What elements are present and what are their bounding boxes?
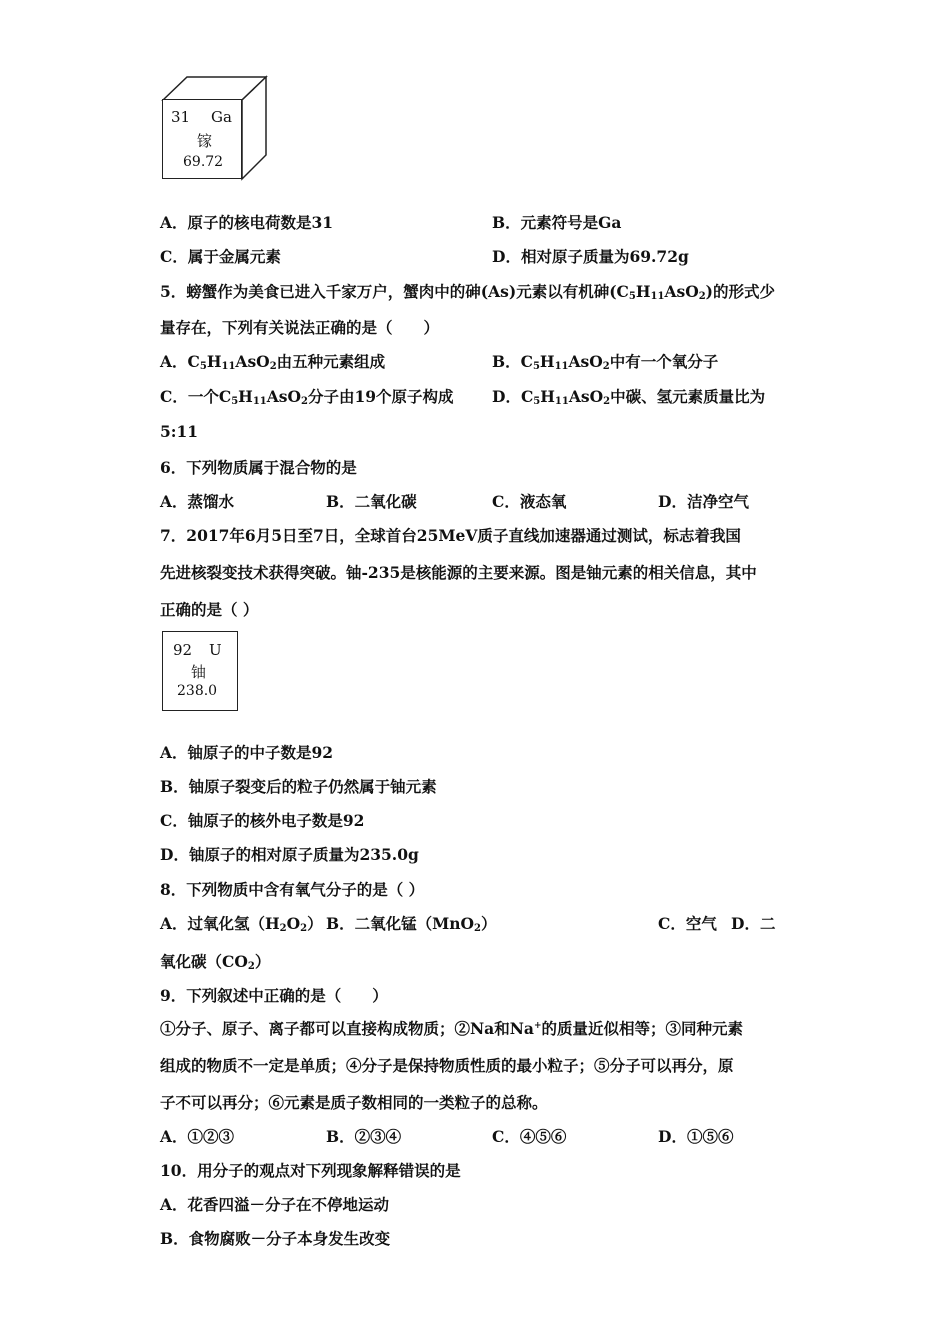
gallium-mass: 69.72 bbox=[183, 154, 224, 170]
q9-statement-line1: ①分子、原子、离子都可以直接构成物质；②Na和Na+的质量近似相等；③同种元素 bbox=[160, 1019, 743, 1038]
q4-option-d: D．相对原子质量为69.72g bbox=[492, 247, 689, 266]
q6-option-d: D．洁净空气 bbox=[658, 492, 749, 511]
q8-option-c: C．空气 bbox=[658, 914, 717, 933]
q8-option-d-continued: 氧化碳$(CO_2)$ bbox=[160, 952, 271, 972]
q7-stem-line2: 先进核裂变技术获得突破。铀-235是核能源的主要来源。图是铀元素的相关信息，其中 bbox=[160, 563, 757, 582]
q5-option-b: B．$C_5H_{11}AsO_2$中有一个氧分子 bbox=[492, 352, 719, 372]
q5-option-d: D．$C_5H_{11}AsO_2$中碳、氢元素质量比为 bbox=[492, 387, 766, 407]
q5-option-c: C．一个$C_5H_{11}AsO_2$分子由19个原子构成 bbox=[160, 387, 454, 407]
q4-option-c: C．属于金属元素 bbox=[160, 247, 281, 266]
q9-option-d: D．①⑤⑥ bbox=[658, 1127, 734, 1146]
uranium-element-card bbox=[162, 631, 238, 711]
gallium-symbol: Ga bbox=[211, 108, 232, 126]
uranium-symbol: U bbox=[209, 641, 222, 659]
q4-option-b: B．元素符号是Ga bbox=[492, 213, 622, 232]
q10-option-b: B．食物腐败－分子本身发生改变 bbox=[160, 1229, 391, 1248]
q8-option-d: D．二 bbox=[731, 914, 776, 933]
q5-stem-line2: 量存在，下列有关说法正确的是（ ） bbox=[160, 318, 440, 337]
q10-stem: 10．用分子的观点对下列现象解释错误的是 bbox=[160, 1161, 461, 1180]
q8-option-b: B．二氧化锰（MnO$_2$） bbox=[326, 914, 497, 934]
q6-option-a: A．蒸馏水 bbox=[160, 492, 235, 511]
gallium-name: 镓 bbox=[197, 132, 213, 150]
q5-option-a: A．$C_5H_{11}AsO_2$由五种元素组成 bbox=[160, 352, 386, 372]
q10-option-a: A．花香四溢－分子在不停地运动 bbox=[160, 1195, 390, 1214]
q7-stem-line1: 7．2017年6月5日至7日，全球首台25MeV质子直线加速器通过测试，标志着我国 bbox=[160, 526, 741, 545]
q8-option-a: A．过氧化氢$(H_2O_2)$ bbox=[160, 914, 323, 934]
q4-option-a: A．原子的核电荷数是31 bbox=[160, 213, 334, 232]
q7-option-a: A．铀原子的中子数是92 bbox=[160, 743, 334, 762]
q9-option-c: C．④⑤⑥ bbox=[492, 1127, 567, 1146]
q5-option-d-continued: 5:11 bbox=[160, 422, 199, 441]
q9-statement-line2: 组成的物质不一定是单质；④分子是保持物质性质的最小粒子；⑤分子可以再分，原 bbox=[160, 1056, 734, 1075]
q7-stem-line3: 正确的是（ ） bbox=[160, 600, 259, 619]
q9-option-a: A．①②③ bbox=[160, 1127, 235, 1146]
uranium-name: 铀 bbox=[191, 663, 207, 681]
q7-option-c: C．铀原子的核外电子数是92 bbox=[160, 811, 365, 830]
q6-option-c: C．液态氧 bbox=[492, 492, 567, 511]
uranium-mass: 238.0 bbox=[177, 683, 218, 699]
q9-statement-line3: 子不可以再分；⑥元素是质子数相同的一类粒子的总称。 bbox=[160, 1093, 548, 1112]
q6-option-b: B．二氧化碳 bbox=[326, 492, 417, 511]
q8-stem: 8．下列物质中含有氧气分子的是（ ） bbox=[160, 880, 425, 899]
q7-option-d: D．铀原子的相对原子质量为235.0g bbox=[160, 845, 419, 864]
q7-option-b: B．铀原子裂变后的粒子仍然属于铀元素 bbox=[160, 777, 437, 796]
q5-stem-line1: 5．螃蟹作为美食已进入千家万户，蟹肉中的砷(As)元素以有机砷$(C_5H_{11}AsO_2)$的形式少 bbox=[160, 282, 776, 302]
q9-stem: 9．下列叙述中正确的是（ ） bbox=[160, 986, 388, 1005]
q6-stem: 6．下列物质属于混合物的是 bbox=[160, 458, 357, 477]
gallium-element-card bbox=[160, 75, 270, 183]
gallium-atomic-number: 31 bbox=[171, 108, 191, 126]
q9-option-b: B．②③④ bbox=[326, 1127, 402, 1146]
uranium-atomic-number: 92 bbox=[173, 641, 193, 659]
